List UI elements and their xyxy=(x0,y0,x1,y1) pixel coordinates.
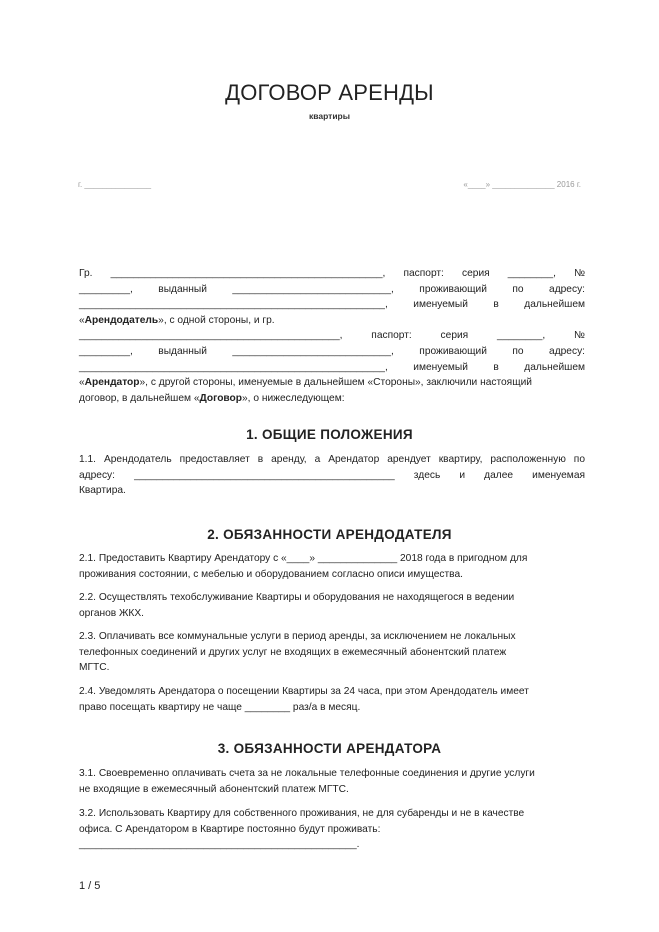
preamble-text: договор, в дальнейшем « xyxy=(79,392,200,404)
clause-line: 2.1. Предоставить Квартиру Арендатору с «____» ______________ 2018 года в пригодном для xyxy=(79,553,528,564)
preamble-line: _________, выданный ____________________________, проживающий по адресу: xyxy=(79,283,585,295)
preamble-text: », с другой стороны, именуемые в дальнейшем «Стороны», заключили настоящий xyxy=(139,377,532,389)
tenant-term: Арендатор xyxy=(84,377,140,389)
document-subtitle: квартиры xyxy=(308,111,350,121)
document-title: ДОГОВОР АРЕНДЫ xyxy=(225,80,434,105)
clause-2-4 xyxy=(79,684,585,715)
landlord-term: Арендодатель xyxy=(84,314,159,326)
clause-line: 2.2. Осуществлять техобслуживание Квартиры и оборудования не находящегося в ведении xyxy=(79,592,515,603)
clause-line: проживания состоянии, с мебелью и оборудованием согласно описи имущества. xyxy=(79,568,463,580)
clause-line: МГТС. xyxy=(79,662,110,674)
contract-term: Договор xyxy=(199,392,242,404)
preamble-line: Гр. ________________________________________________, паспорт: серия ________, № xyxy=(79,268,585,279)
clause-2-1 xyxy=(79,551,585,582)
clause-line: 2.3. Оплачивать все коммунальные услуги в период аренды, за исключением не локальных xyxy=(79,631,516,642)
clause-2-2 xyxy=(79,590,585,621)
page-number: 1 / 5 xyxy=(79,880,101,892)
preamble-line: «Арендодатель», с одной стороны, и гр. xyxy=(79,314,275,326)
clause-line: не входящие в ежемесячный абонентский платеж МГТС. xyxy=(79,783,349,795)
clause-line: право посещать квартиру не чаще ________ раз/а в месяц. xyxy=(79,701,361,713)
preamble-text: », с одной стороны, и гр. xyxy=(158,314,275,326)
clause-line: органов ЖКХ. xyxy=(79,607,144,619)
preamble-line: ______________________________________________, паспорт: серия ________, № xyxy=(79,330,585,342)
clause-line: 2.4. Уведомлять Арендатора о посещении Квартиры за 24 часа, при этом Арендодатель имеет xyxy=(79,686,529,697)
clause-line: офиса. С Арендатором в Квартире постоянно будут проживать: xyxy=(79,823,381,835)
clause-1-1 xyxy=(79,452,585,499)
clause-line: 3.1. Своевременно оплачивать счета за не локальные телефонные соединения и другие услуги xyxy=(79,768,535,779)
clause-line: 1.1. Арендодатель предоставляет в аренду, а Арендатор арендует квартиру, расположенную по xyxy=(79,454,585,465)
section-heading: 3. ОБЯЗАННОСТИ АРЕНДАТОРА xyxy=(217,741,442,756)
preamble-line: «Арендатор», с другой стороны, именуемые в дальнейшем «Стороны», заключили настоящий xyxy=(79,377,532,389)
section-heading: 2. ОБЯЗАННОСТИ АРЕНДОДАТЕЛЯ xyxy=(207,527,452,542)
preamble-line xyxy=(79,391,585,407)
date-field: «____» ______________ 2016 г. xyxy=(463,180,581,189)
clause-2-3 xyxy=(79,629,585,676)
clause-3-2 xyxy=(79,806,585,853)
clause-line: адресу: ______________________________________________ здесь и далее именуемая xyxy=(79,469,585,481)
preamble xyxy=(79,266,585,406)
clause-line: 3.2. Использовать Квартиру для собственного проживания, не для субаренды и не в качестве xyxy=(79,808,525,819)
preamble-line: _________, выданный ____________________________, проживающий по адресу: xyxy=(79,345,585,357)
preamble-line: ______________________________________________________, именуемый в дальнейшем xyxy=(79,299,585,311)
clause-line: _________________________________________________. xyxy=(79,839,360,851)
preamble-line: ______________________________________________________, именуемый в дальнейшем xyxy=(79,361,585,373)
preamble-text: », о нижеследующем: xyxy=(242,392,345,404)
section-heading: 1. ОБЩИЕ ПОЛОЖЕНИЯ xyxy=(246,427,413,442)
place-field: г. _______________ xyxy=(78,180,152,189)
clause-line: телефонных соединений и других услуг не входящих в ежемесячный абонентский платеж xyxy=(79,646,507,658)
clause-line: Квартира. xyxy=(79,485,126,497)
clause-3-1 xyxy=(79,766,585,797)
